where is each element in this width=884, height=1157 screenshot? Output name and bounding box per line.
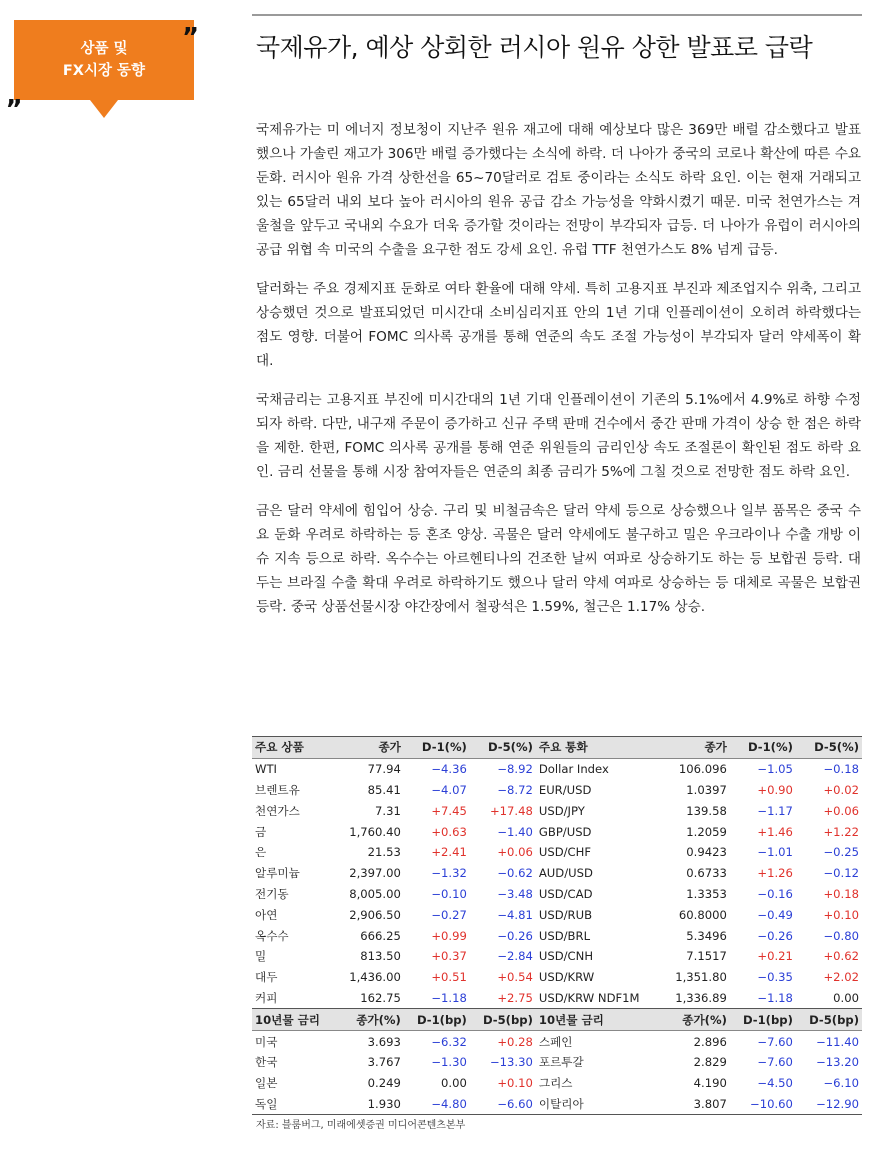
table-cell: −8.72: [497, 782, 533, 797]
column-header: D-5(bp): [470, 1009, 536, 1031]
table-row: [252, 842, 862, 863]
table-cell: +2.75: [497, 990, 533, 1005]
table-cell: 0.6733: [686, 866, 727, 881]
table-cell: 85.41: [367, 782, 401, 797]
column-header: D-1(bp): [404, 1009, 470, 1031]
column-header: 주요 통화: [536, 737, 662, 759]
table-cell: −7.60: [757, 1034, 793, 1049]
table-row: [252, 988, 862, 1009]
open-quote-mark: „: [6, 81, 24, 111]
table-cell: USD/RUB: [538, 907, 593, 922]
column-header: 종가: [662, 737, 730, 759]
table-row: [252, 904, 862, 925]
table-cell: 1,760.40: [349, 824, 401, 839]
table-cell: +0.18: [823, 886, 859, 901]
table-cell: −11.40: [816, 1034, 859, 1049]
paragraph-bonds: 국채금리는 고용지표 부진에 미시간대의 1년 기대 인플레이션이 기존의 5.1%에서 4.9%로 하향 수정되자 하락. 다만, 내구재 주문이 증가하고 신규 주택 판매 건수에서 중간 판매 가격이 상승 한 점은 하락을 제한. 한편, FOMC 의사록 공개를 통해 연준 위원들의 금리인상 속도 조절론이 확인된 점도 하락 요인. 금리 선물을 통해 시장 참여자들은 연준의 최종 금리가 5%에 그칠 것으로 전망한 점도 하락 요인.: [256, 392, 861, 480]
close-quote-mark: ”: [182, 23, 200, 53]
badge-line-1: 상품 및: [80, 41, 128, 57]
table-cell: 0.00: [441, 1076, 467, 1091]
table-row: [252, 758, 862, 779]
table-cell: −0.62: [497, 866, 533, 881]
table-cell: −1.30: [431, 1055, 467, 1070]
table-cell: 0.9423: [686, 845, 727, 860]
table-cell: +0.06: [823, 803, 859, 818]
table-cell: 대두: [255, 970, 278, 985]
column-header: D-5(%): [470, 737, 536, 759]
table-cell: +0.51: [431, 970, 467, 985]
table-cell: −4.36: [431, 762, 467, 777]
table-cell: 알루미늄: [255, 866, 300, 881]
table-cell: +0.37: [431, 949, 467, 964]
table-cell: −0.26: [757, 928, 793, 943]
table-cell: +0.63: [431, 824, 467, 839]
table-cell: USD/CAD: [538, 886, 593, 901]
table-cell: −1.40: [497, 824, 533, 839]
table-cell: 666.25: [360, 928, 401, 943]
table-cell: 전기동: [255, 886, 289, 901]
table-cell: +0.10: [823, 907, 859, 922]
table-cell: +2.02: [823, 970, 859, 985]
table-cell: +0.10: [497, 1076, 533, 1091]
table-row: [252, 1052, 862, 1073]
table-cell: +0.28: [497, 1034, 533, 1049]
table-cell: 1.0397: [686, 782, 727, 797]
title-rule: [252, 14, 862, 16]
badge-line-2: FX시장 동향: [62, 63, 146, 79]
table-cell: USD/CNH: [538, 949, 594, 964]
column-header: D-1(%): [404, 737, 470, 759]
table-cell: −1.05: [757, 762, 793, 777]
table-cell: −0.49: [757, 907, 793, 922]
column-header: 10년물 금리: [536, 1009, 662, 1031]
paragraph-dollar: 달러화는 주요 경제지표 둔화로 여타 환율에 대해 약세. 특히 고용지표 부진과 제조업지수 위축, 그리고 상승했던 것으로 발표되었던 미시간대 소비심리지표 안의 1년 기대 인플레이션이 오히려 하락했다는 점도 영향. 더불어 FOMC 의사록 공개를 통해 연준의 속도 조절 가능성이 부각되자 달러 약세폭이 확대.: [256, 281, 861, 369]
article-body: [256, 118, 861, 634]
table-cell: +0.62: [823, 949, 859, 964]
table-cell: −13.30: [489, 1055, 533, 1070]
table-cell: USD/KRW: [538, 970, 595, 985]
table-cell: −13.20: [816, 1055, 859, 1070]
table-cell: 162.75: [360, 990, 401, 1005]
source-note: 자료: 블룸버그, 미래에셋증권 미디어콘텐츠본부: [256, 1120, 466, 1131]
badge-pointer: [90, 100, 118, 118]
table-cell: −8.92: [497, 762, 533, 777]
market-table: [252, 736, 862, 1115]
table-cell: WTI: [255, 762, 277, 777]
table-cell: −1.18: [757, 990, 793, 1005]
section-badge: [6, 14, 200, 122]
table-cell: −1.18: [431, 990, 467, 1005]
table-cell: 2,906.50: [349, 907, 401, 922]
table-cell: −4.50: [757, 1076, 793, 1091]
table-cell: 106.096: [678, 762, 727, 777]
table-cell: GBP/USD: [538, 824, 592, 839]
table-row: [252, 1031, 862, 1052]
table-row: [252, 925, 862, 946]
table-cell: 일본: [255, 1076, 278, 1091]
table-row: [252, 946, 862, 967]
table-cell: 브렌트유: [255, 782, 300, 797]
column-header: 종가(%): [336, 1009, 404, 1031]
table-cell: −0.16: [757, 886, 793, 901]
table-row: [252, 780, 862, 801]
column-header: D-5(bp): [796, 1009, 862, 1031]
table-cell: 1.3353: [686, 886, 727, 901]
table-cell: +0.02: [823, 782, 859, 797]
table-cell: 1,336.89: [675, 990, 727, 1005]
table-cell: +1.26: [757, 866, 793, 881]
column-header: 종가(%): [662, 1009, 730, 1031]
column-header: D-1(%): [730, 737, 796, 759]
table-cell: −2.84: [497, 949, 533, 964]
table-cell: EUR/USD: [538, 782, 592, 797]
table-cell: −12.90: [816, 1096, 859, 1111]
table-row: [252, 884, 862, 905]
table-cell: 아연: [255, 907, 278, 922]
table-cell: −7.60: [757, 1055, 793, 1070]
table-header-row: [252, 1009, 862, 1031]
table-cell: −1.01: [757, 845, 793, 860]
table-cell: +2.41: [431, 845, 467, 860]
page-title: 국제유가, 예상 상회한 러시아 원유 상한 발표로 급락: [256, 33, 813, 62]
table-cell: −4.80: [431, 1096, 467, 1111]
table-cell: 1.930: [367, 1096, 401, 1111]
table-cell: −6.10: [823, 1076, 859, 1091]
column-header: 10년물 금리: [252, 1009, 336, 1031]
table-row: [252, 1073, 862, 1094]
table-cell: 3.693: [367, 1034, 401, 1049]
table-row: [252, 821, 862, 842]
table-cell: +0.99: [431, 928, 467, 943]
paragraph-oil: 국제유가는 미 에너지 정보청이 지난주 원유 재고에 대해 예상보다 많은 369만 배럴 감소했다고 발표했으나 가솔린 재고가 306만 배럴 증가했다는 소식에 하락. 더 나아가 중국의 코로나 확산에 따른 수요 둔화. 러시아 원유 가격 상한선을 65~70달러로 검토 중이라는 소식도 하락 요인. 이는 현재 거래되고 있는 65달러 내외 보다 높아 러시아의 원유 공급 감소 가능성을 약화시켰기 때문. 미국 천연가스는 겨울철을 앞두고 국내외 수요가 더욱 증가할 것이라는 전망이 부각되자 급등. 더 나아가 유럽이 러시아의 공급 위협 속 미국의 수출을 요구한 점도 강세 요인. 유럽 TTF 천연가스도 8% 넘게 급등.: [256, 122, 861, 258]
table-cell: 커피: [255, 990, 278, 1005]
table-cell: 독일: [255, 1096, 278, 1111]
table-cell: 139.58: [686, 803, 727, 818]
table-row: [252, 863, 862, 884]
table-cell: +17.48: [489, 803, 533, 818]
table-cell: 미국: [255, 1034, 278, 1049]
table-cell: −0.12: [823, 866, 859, 881]
table-cell: −4.07: [431, 782, 467, 797]
table-cell: +1.46: [757, 824, 793, 839]
table-cell: −1.17: [757, 803, 793, 818]
table-cell: USD/JPY: [538, 803, 585, 818]
table-cell: +0.06: [497, 845, 533, 860]
table-cell: USD/CHF: [538, 845, 592, 860]
table-cell: −0.27: [431, 907, 467, 922]
table-cell: −1.32: [431, 866, 467, 881]
table-cell: −4.81: [497, 907, 533, 922]
paragraph-commodities: 금은 달러 약세에 힘입어 상승. 구리 및 비철금속은 달러 약세 등으로 상승했으나 일부 품목은 중국 수요 둔화 우려로 하락하는 등 혼조 양상. 곡물은 달러 약세에도 불구하고 밀은 우크라이나 수출 개방 이슈 지속 등으로 하락. 옥수수는 아르헨티나의 건조한 날씨 여파로 상승하기도 하는 등 보합권 등락. 대두는 브라질 수출 확대 우려로 하락하기도 했으나 달러 약세 여파로 상승하는 등 대체로 곡물은 보합권 등락. 중국 상품선물시장 야간장에서 철광석은 1.59%, 철근은 1.17% 상승.: [256, 503, 861, 615]
table-cell: −0.26: [497, 928, 533, 943]
table-cell: 1,436.00: [349, 970, 401, 985]
section-badge-box: [14, 20, 194, 100]
table-cell: 2.896: [693, 1034, 727, 1049]
table-cell: +0.21: [757, 949, 793, 964]
table-cell: 밀: [255, 949, 267, 964]
table-cell: 2,397.00: [349, 866, 401, 881]
table-cell: USD/KRW NDF1M: [538, 990, 640, 1005]
column-header: D-1(bp): [730, 1009, 796, 1031]
table-cell: 은: [255, 845, 267, 860]
column-header: 종가: [336, 737, 404, 759]
table-cell: 0.00: [833, 990, 859, 1005]
table-cell: AUD/USD: [538, 866, 593, 881]
table-cell: 3.807: [693, 1096, 727, 1111]
table-cell: 1,351.80: [675, 970, 727, 985]
table-cell: −6.60: [497, 1096, 533, 1111]
table-cell: 8,005.00: [349, 886, 401, 901]
table-cell: −10.60: [749, 1096, 793, 1111]
table-cell: 이탈리아: [538, 1096, 584, 1111]
table-cell: USD/BRL: [538, 928, 591, 943]
table-cell: +7.45: [431, 803, 467, 818]
table-cell: −0.25: [823, 845, 859, 860]
column-header: 주요 상품: [252, 737, 336, 759]
table-cell: −0.35: [757, 970, 793, 985]
table-cell: −3.48: [497, 886, 533, 901]
table-cell: 한국: [255, 1055, 278, 1070]
table-cell: −0.10: [431, 886, 467, 901]
table-cell: 스페인: [538, 1034, 573, 1049]
table-cell: 3.767: [367, 1055, 401, 1070]
table-cell: 4.190: [693, 1076, 727, 1091]
table-cell: 1.2059: [686, 824, 727, 839]
table-cell: +1.22: [823, 824, 859, 839]
table-cell: 813.50: [360, 949, 401, 964]
table-cell: −0.80: [823, 928, 859, 943]
table-cell: 옥수수: [255, 928, 289, 943]
table-cell: 천연가스: [255, 803, 300, 818]
table-cell: 7.1517: [686, 949, 727, 964]
table-cell: 0.249: [367, 1076, 401, 1091]
table-cell: −0.18: [823, 762, 859, 777]
table-cell: 그리스: [538, 1076, 573, 1091]
table-cell: 포르투갈: [538, 1055, 584, 1070]
table-cell: 5.3496: [686, 928, 727, 943]
column-header: D-5(%): [796, 737, 862, 759]
table-header-row: [252, 737, 862, 759]
table-row: [252, 1094, 862, 1115]
table-cell: +0.54: [497, 970, 533, 985]
table-cell: Dollar Index: [538, 762, 609, 777]
table-cell: 금: [255, 824, 267, 839]
table-cell: 60.8000: [678, 907, 727, 922]
table-cell: 21.53: [367, 845, 401, 860]
table-row: [252, 800, 862, 821]
table-cell: +0.90: [757, 782, 793, 797]
table-row: [252, 967, 862, 988]
table-cell: 2.829: [693, 1055, 727, 1070]
table-cell: 7.31: [375, 803, 401, 818]
table-cell: 77.94: [367, 762, 401, 777]
table-cell: −6.32: [431, 1034, 467, 1049]
